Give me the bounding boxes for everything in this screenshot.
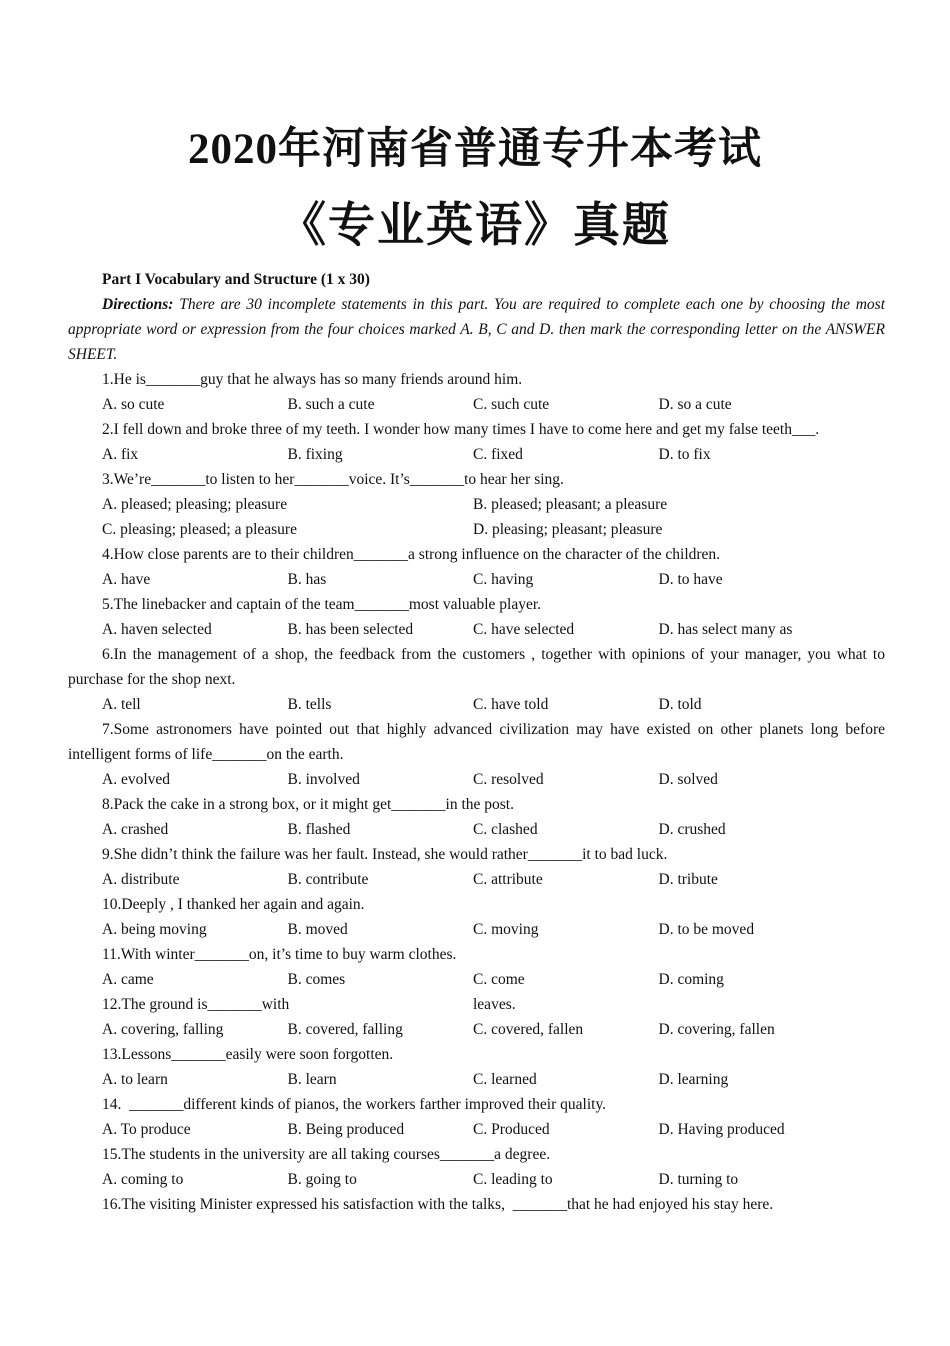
option-d: D. coming [658,971,724,988]
directions-label: Directions: [102,296,174,313]
document-title: 2020年河南省普通专升本考试 [188,126,762,173]
option-b: B. learn [287,1071,337,1088]
directions-text: There are 30 incomplete statements in this part. You are required to complete each one by choosing the most appropriate word or expression from the four choices marked A. B, C and D. then mark the corresponding letter on the ANSWER SHEET. [68,296,885,363]
options-row [68,917,885,942]
question-stem: 3.We’re_______to listen to her_______voice. It’s_______to hear her sing. [102,471,564,488]
question-stem: 6.In the management of a shop, the feedback from the customers , together with opinions of your manager, you what to purchase for the shop next. [68,646,889,688]
question-stem: 9.She didn’t think the failure was her fault. Instead, she would rather_______it to bad luck. [102,846,668,863]
option-b: B. going to [287,1171,357,1188]
option-b: B. tells [287,696,332,713]
option-a: A. covering, falling [102,1021,224,1038]
option-d: D. to fix [658,446,711,463]
options-row [68,767,885,792]
option-a: A. coming to [102,1171,184,1188]
option-a: A. haven selected [102,621,212,638]
options-row [68,1117,885,1142]
option-c: C. leading to [473,1171,553,1188]
option-b: B. flashed [287,821,351,838]
options-row [68,392,885,417]
option-a: A. pleased; pleasing; pleasure [102,496,288,513]
question-stem: 15.The students in the university are all taking courses_______a degree. [102,1146,551,1163]
option-c: C. Produced [473,1121,550,1138]
question-stem: 7.Some astronomers have pointed out that highly advanced civilization may have existed on other planets long before intelligent forms of life_______on the earth. [68,721,889,763]
option-d: D. learning [658,1071,729,1088]
option-d: D. Having produced [658,1121,785,1138]
option-a: A. distribute [102,871,180,888]
option-d: D. solved [658,771,718,788]
question-stem: 1.He is_______guy that he always has so many friends around him. [102,371,523,388]
question-stem: 2.I fell down and broke three of my teeth. I wonder how many times I have to come here and get my false teeth___. [102,421,820,438]
option-a: A. tell [102,696,141,713]
options-row [68,617,885,642]
option-c: C. pleasing; pleased; a pleasure [102,521,297,538]
option-b: B. has [287,571,327,588]
option-b: B. fixing [287,446,343,463]
option-b: B. contribute [287,871,369,888]
question-stem-part: leaves. [473,996,516,1013]
question-stem: 10.Deeply , I thanked her again and again. [102,896,365,913]
part-heading: Part I Vocabulary and Structure (1 x 30) [102,271,370,288]
option-b: B. Being produced [287,1121,405,1138]
option-a: A. evolved [102,771,171,788]
option-a: A. to learn [102,1071,168,1088]
option-b: B. pleased; pleasant; a pleasure [473,496,668,513]
exam-content [68,267,889,1217]
question-stem [68,992,885,1017]
option-c: C. learned [473,1071,537,1088]
option-c: C. attribute [473,871,543,888]
option-c: C. come [473,971,525,988]
option-d: D. so a cute [658,396,732,413]
option-d: D. to be moved [658,921,755,938]
option-c: C. resolved [473,771,544,788]
question-stem: 14. _______different kinds of pianos, the workers farther improved their quality. [102,1096,607,1113]
option-c: C. have told [473,696,549,713]
question-stem: 4.How close parents are to their children_______a strong influence on the character of the children. [102,546,721,563]
option-a: A. being moving [102,921,207,938]
question-stem: 11.With winter_______on, it’s time to buy warm clothes. [102,946,457,963]
option-d: D. told [658,696,702,713]
option-d: D. has select many as [658,621,793,638]
option-d: D. to have [658,571,723,588]
options-row [68,692,885,717]
options-row [68,867,885,892]
option-d: D. turning to [658,1171,739,1188]
options-row [68,1017,885,1042]
question-stem-part: 12.The ground is_______with [102,996,290,1013]
question-stem: 5.The linebacker and captain of the team_______most valuable player. [102,596,542,613]
option-a: A. came [102,971,154,988]
option-d: D. pleasing; pleasant; pleasure [473,521,663,538]
option-c: C. covered, fallen [473,1021,584,1038]
option-b: B. involved [287,771,360,788]
question-stem: 13.Lessons_______easily were soon forgotten. [102,1046,394,1063]
options-row [68,567,885,592]
option-c: C. moving [473,921,539,938]
option-b: B. covered, falling [287,1021,403,1038]
option-c: C. fixed [473,446,523,463]
option-a: A. have [102,571,151,588]
directions [68,292,885,367]
option-d: D. tribute [658,871,718,888]
option-c: C. having [473,571,534,588]
document-subtitle: 《专业英语》真题 [279,200,671,252]
options-row [68,517,885,542]
option-a: A. To produce [102,1121,191,1138]
question-stem: 16.The visiting Minister expressed his satisfaction with the talks, _______that he had enjoyed his stay here. [102,1196,774,1213]
option-b: B. comes [287,971,346,988]
option-c: C. have selected [473,621,575,638]
options-row [68,817,885,842]
options-row [68,967,885,992]
option-c: C. clashed [473,821,538,838]
option-d: D. covering, fallen [658,1021,775,1038]
option-b: B. moved [287,921,348,938]
options-row [68,1067,885,1092]
option-a: A. fix [102,446,139,463]
option-b: B. has been selected [287,621,414,638]
option-c: C. such cute [473,396,550,413]
option-a: A. crashed [102,821,169,838]
options-row [68,442,885,467]
question-stem: 8.Pack the cake in a strong box, or it might get_______in the post. [102,796,514,813]
option-a: A. so cute [102,396,165,413]
options-row [68,1167,885,1192]
option-b: B. such a cute [287,396,375,413]
option-d: D. crushed [658,821,726,838]
options-row [68,492,885,517]
